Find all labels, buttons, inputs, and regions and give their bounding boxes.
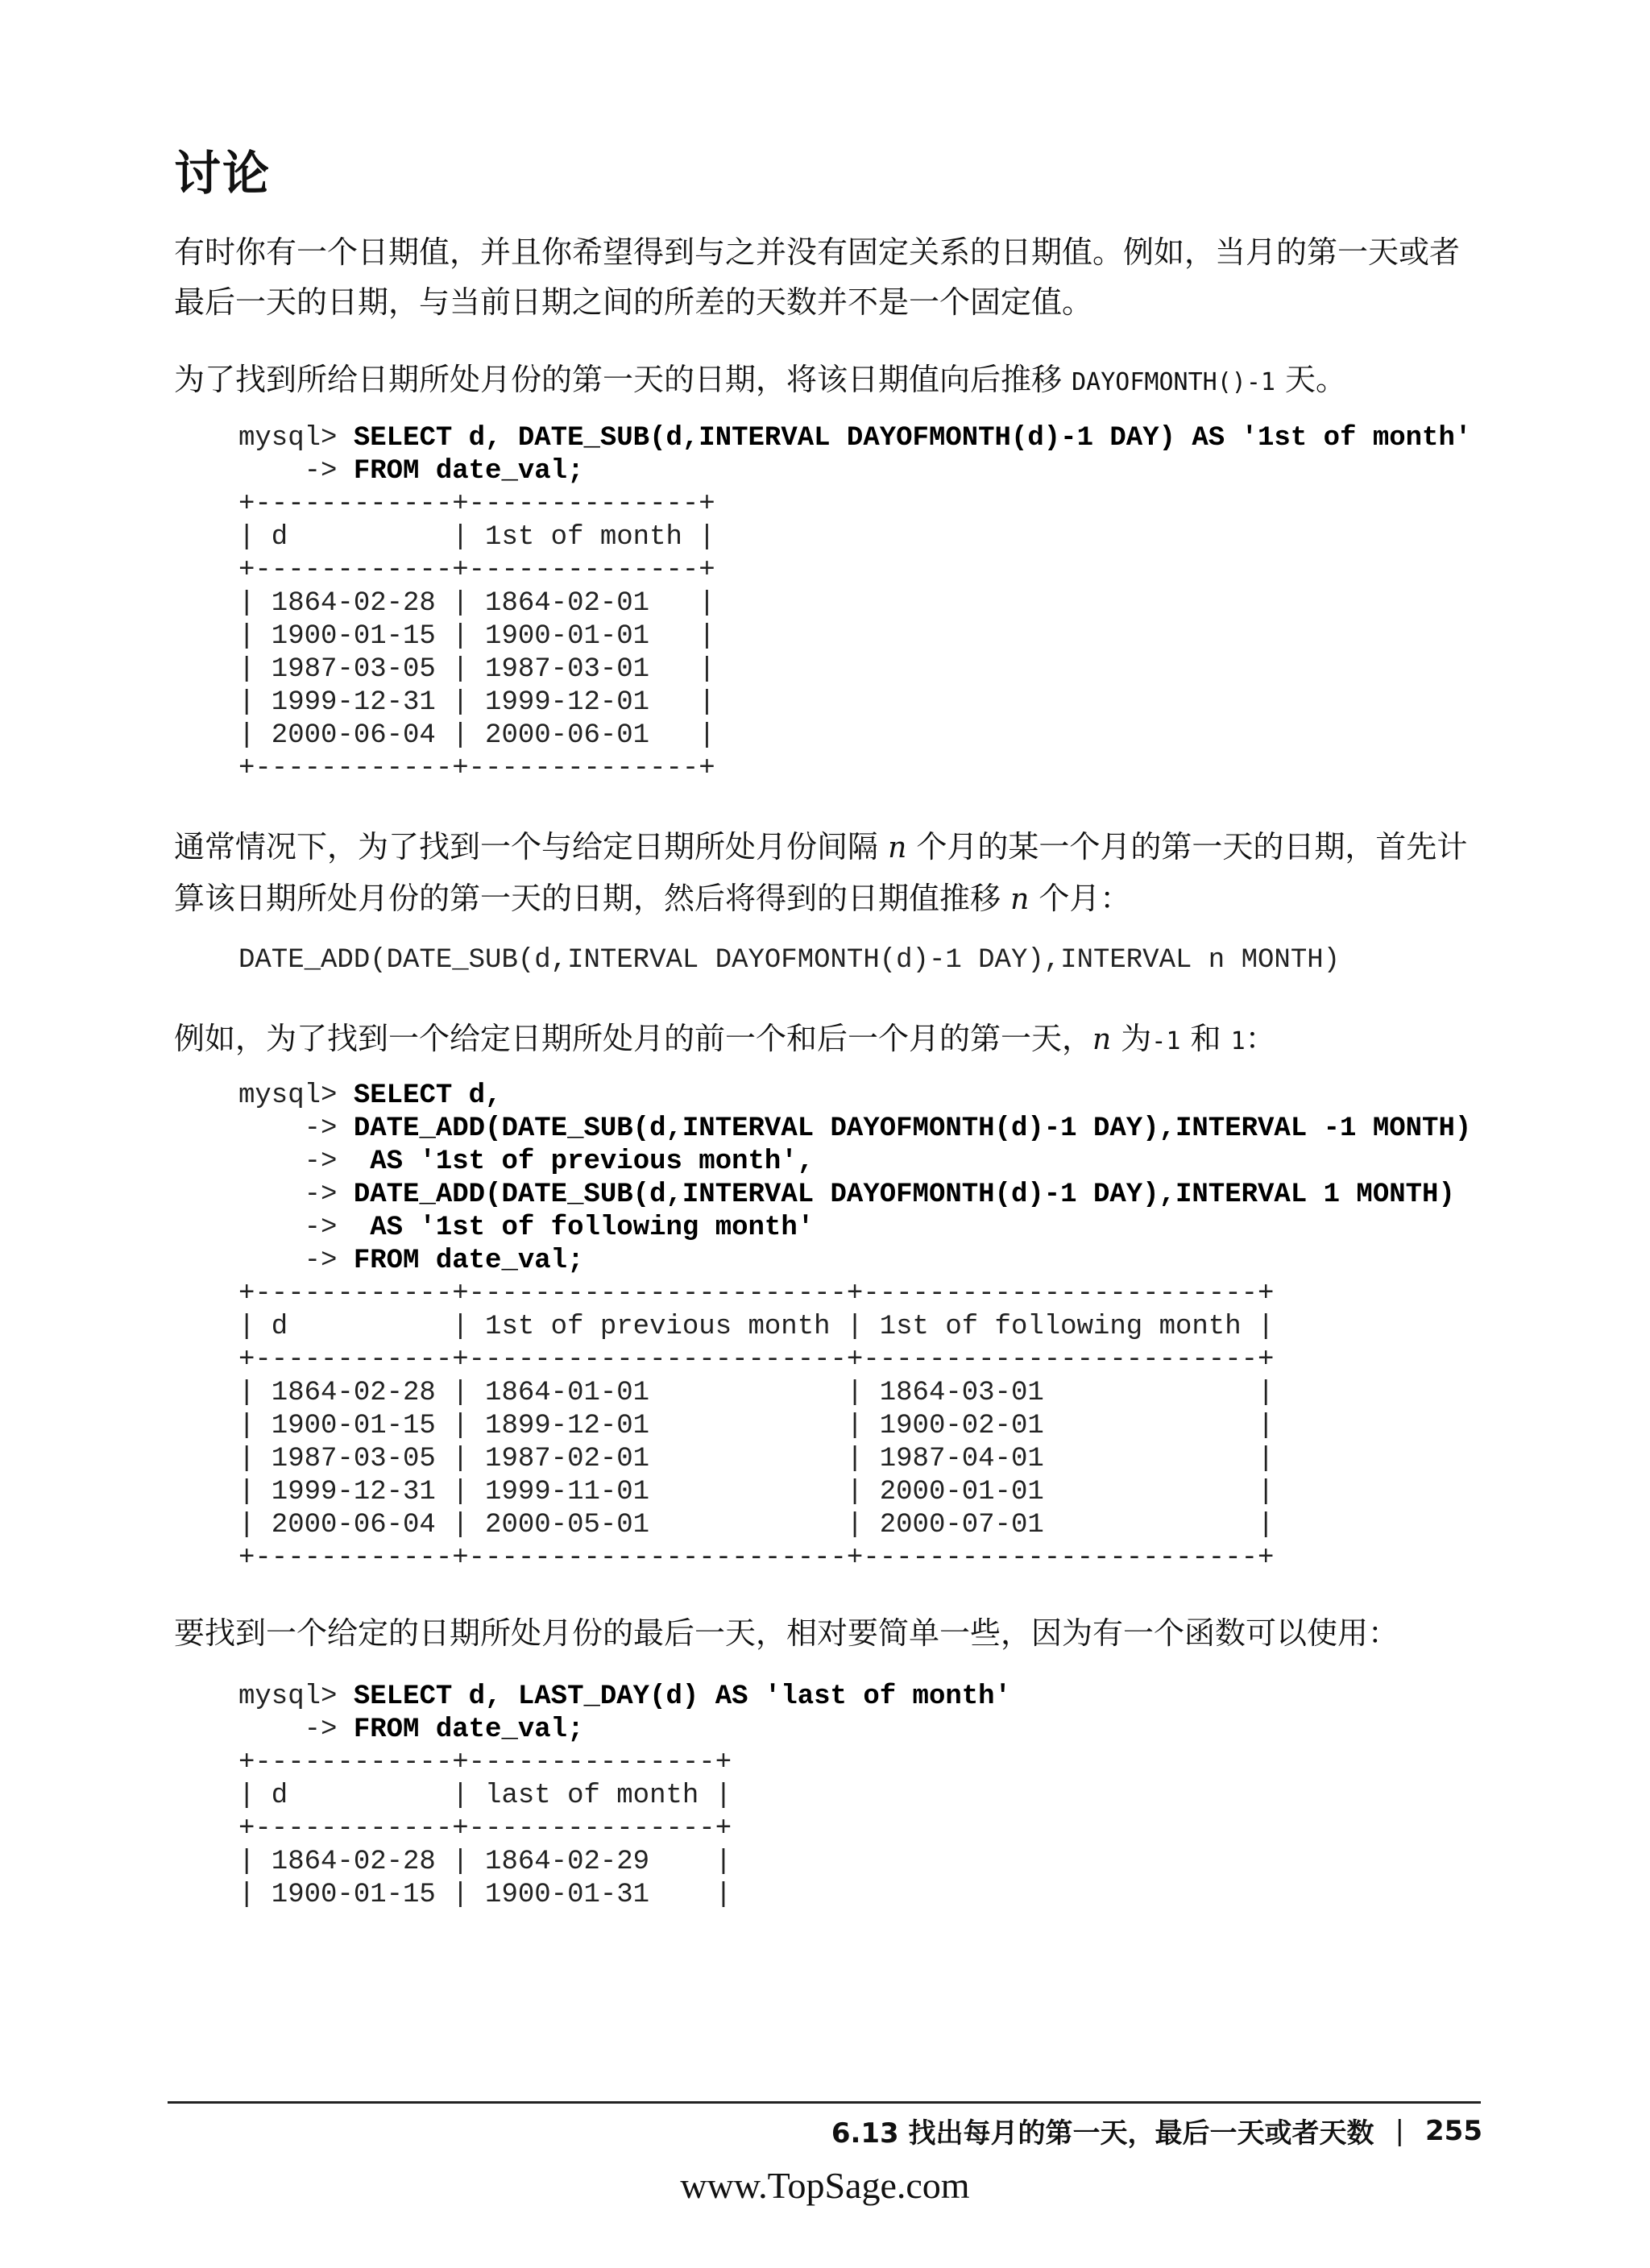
result-table: +------------+--------------+ | d | 1st of month | +------------+--------------+ | 1864-02-28 | 1864-02-01 | | 1900-01-15 | 1900-01-01 | | 1987-03-05 | 1987-03-01 | | 1999-12-31 | 1999-12-01 | | 2000-06-04 | 2000-06-01 | +------------+--------------+ [238,489,715,784]
sql-query: SELECT d, DATE_SUB(d,INTERVAL DAYOFMONTH(d)-1 DAY) AS '1st of month' [353,423,1472,454]
text: 例如，为了找到一个给定日期所处月的前一个和后一个月的第一天， [174,1021,1093,1056]
section-heading: 讨论 [174,146,272,201]
prompt: -> [238,1714,354,1745]
code-expression: DATE_ADD(DATE_SUB(d,INTERVAL DAYOFMONTH(d)-1 DAY),INTERVAL n MONTH) [238,945,1341,976]
prompt: -> [238,1213,371,1243]
code-block-prev-next-month [238,1080,1471,1575]
text: 通常情况下，为了找到一个与给定日期所处月份间隔 [174,829,889,864]
paragraph-first-day [174,355,1471,408]
footer-rule [168,2101,1481,2104]
watermark-url: www.TopSage.com [680,2165,970,2206]
prompt: -> [238,1113,354,1144]
variable-n: n [1010,883,1030,916]
inline-code: DAYOFMONTH()-1 [1072,368,1275,396]
variable-n: n [888,831,907,864]
sql-query: AS '1st of previous month', [370,1146,815,1177]
prompt: -> [238,1180,354,1210]
sql-query: SELECT d, LAST_DAY(d) AS 'last of month' [353,1681,1011,1712]
prompt: mysql> [238,1080,354,1111]
paragraph-intro: 有时你有一个日期值，并且你希望得到与之并没有固定关系的日期值。例如，当月的第一天或者最后一天的日期，与当前日期之间的所差的天数并不是一个固定值。 [174,234,1461,320]
text: ： [1245,1021,1276,1056]
page-number: 255 [1425,2114,1482,2147]
prompt: -> [238,1246,354,1276]
inline-code: -1 [1151,1027,1181,1055]
paragraph-example [174,1014,1471,1067]
sql-query: DATE_ADD(DATE_SUB(d,INTERVAL DAYOFMONTH(d)-1 DAY),INTERVAL -1 MONTH) [353,1113,1472,1144]
inline-code: 1 [1230,1027,1246,1055]
sql-query: DATE_ADD(DATE_SUB(d,INTERVAL DAYOFMONTH(d)-1 DAY),INTERVAL 1 MONTH) [353,1180,1455,1210]
code-block-last-of-month [238,1681,1011,1912]
sql-query: FROM date_val; [353,1714,584,1745]
text: 和 [1180,1021,1231,1056]
text: 个月： [1029,881,1131,916]
prompt: mysql> [238,423,354,454]
text: 天。 [1275,362,1347,397]
prompt: mysql> [238,1681,354,1712]
prompt: -> [238,456,354,487]
running-footer [831,2111,1482,2150]
sql-query: AS '1st of following month' [370,1213,815,1243]
paragraph-n-months [174,822,1471,925]
result-table: +------------+---------------+ | d | last of month | +------------+---------------+ | 1864-02-28 | 1864-02-29 | | 1900-01-15 | 1900-01-31 | [238,1748,732,1910]
sql-query: FROM date_val; [353,456,584,487]
text: 为 [1111,1021,1152,1056]
section-title: 6.13 找出每月的第一天，最后一天或者天数 [831,2117,1374,2150]
code-block-first-of-month [238,422,1471,786]
text: 为了找到所给日期所处月份的第一天的日期，将该日期值向后推移 [174,362,1072,397]
paragraph-last-day: 要找到一个给定的日期所处月份的最后一天，相对要简单一些，因为有一个函数可以使用： [174,1615,1399,1651]
sql-query: FROM date_val; [353,1246,584,1276]
result-table: +------------+-----------------------+------------------------+ | d | 1st of previous month | 1st of following month | +------------+-----------------------+------------------------+ | 1864-02-28 | 1864-01-01 | 1864-03-01 | | 1900-01-15 | 1899-12-01 | 1900-02-01 | | 1987-03-05 | 1987-02-01 | 1987-04-01 | | 1999-12-31 | 1999-11-01 | 2000-01-01 | | 2000-06-04 | 2000-05-01 | 2000-07-01 | +------------+-----------------------+------------------------+ [238,1279,1275,1574]
text: 个月的某一个月的第一天的日期，首先计算该日期所处月份的第一天的日期，然后将得到的日期值推移 [174,829,1468,916]
footer-separator: | [1395,2114,1405,2147]
variable-n: n [1092,1023,1112,1056]
prompt: -> [238,1146,371,1177]
sql-query: SELECT d, [353,1080,502,1111]
